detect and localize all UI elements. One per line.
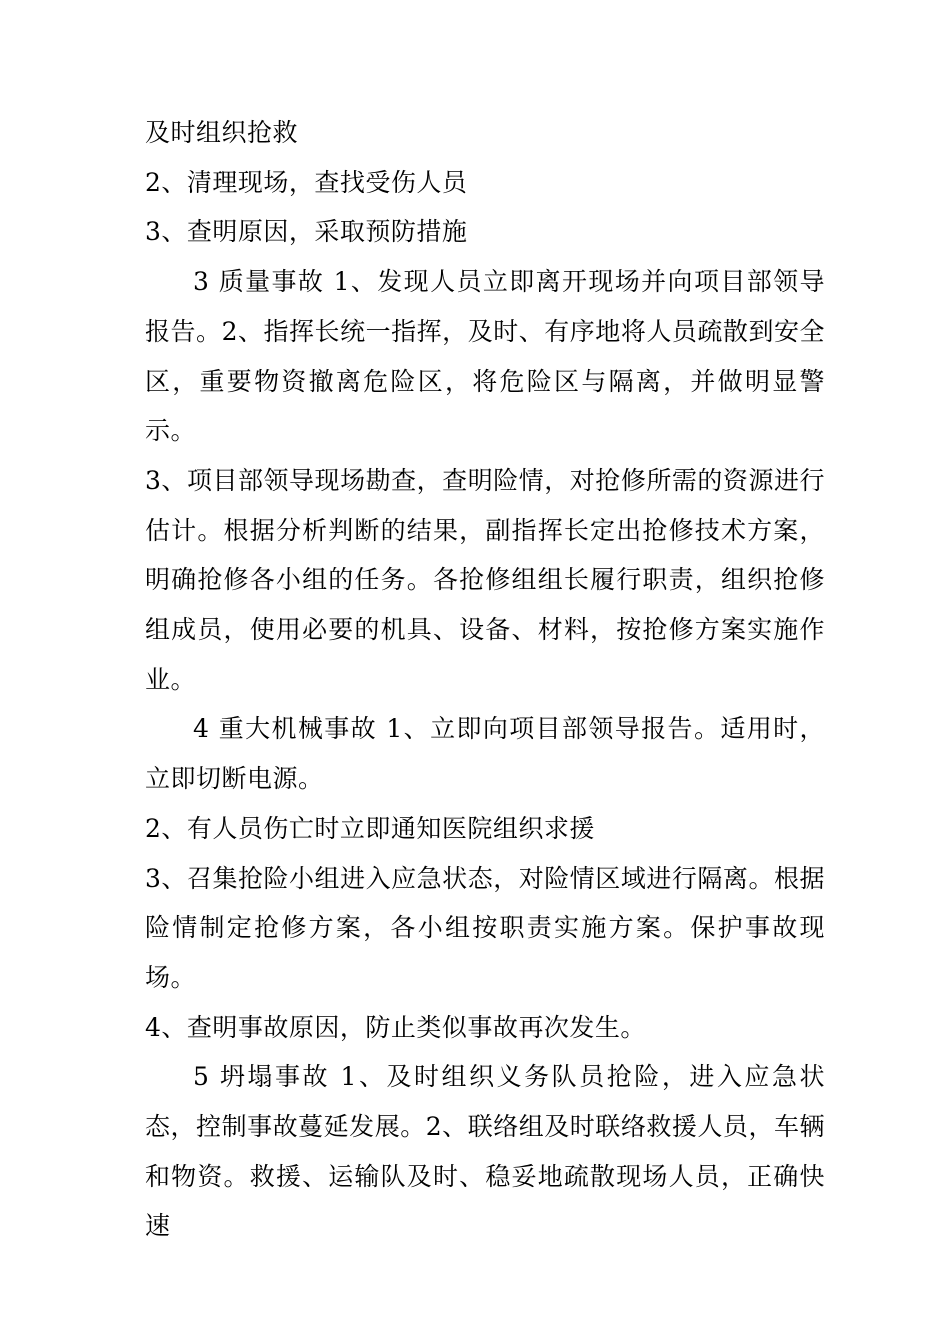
paragraph-inspection: 3、项目部领导现场勘查，查明险情，对抢修所需的资源进行估计。根据分析判断的结果，副指挥长定出抢修技术方案，明确抢修各小组的任务。各抢修组组长履行职责，组织抢修组成员，使用必要的机具、设备、材料，按抢修方案实施作业。 [145,465,825,694]
paragraph-casualty-notice: 2、有人员伤亡时立即通知医院组织求援 [145,813,595,843]
paragraph-item-3: 3、查明原因，采取预防措施 [145,217,468,247]
paragraph-cause-investigation: 4、查明事故原因，防止类似事故再次发生。 [145,1012,646,1042]
document-body [145,108,825,1251]
paragraph-quality-accident: 3 质量事故 1、发现人员立即离开现场并向项目部领导报告。2、指挥长统一指挥，及时、有序地将人员疏散到安全区，重要物资撤离危险区，将危险区与隔离，并做明显警示。 [145,267,825,446]
paragraph-collapse-accident: 5 坍塌事故 1、及时组织义务队员抢险，进入应急状态，控制事故蔓延发展。2、联络组及时联络救援人员，车辆和物资。救援、运输队及时、稳妥地疏散现场人员，正确快速 [145,1062,825,1241]
paragraph-continuation: 及时组织抢救 [145,118,299,147]
paragraph-machinery-accident: 4 重大机械事故 1、立即向项目部领导报告。适用时，立即切断电源。 [145,714,825,794]
paragraph-item-2: 2、清理现场，查找受伤人员 [145,167,468,197]
paragraph-emergency-team: 3、召集抢险小组进入应急状态，对险情区域进行隔离。根据险情制定抢修方案，各小组按职责实施方案。保护事故现场。 [145,863,825,992]
